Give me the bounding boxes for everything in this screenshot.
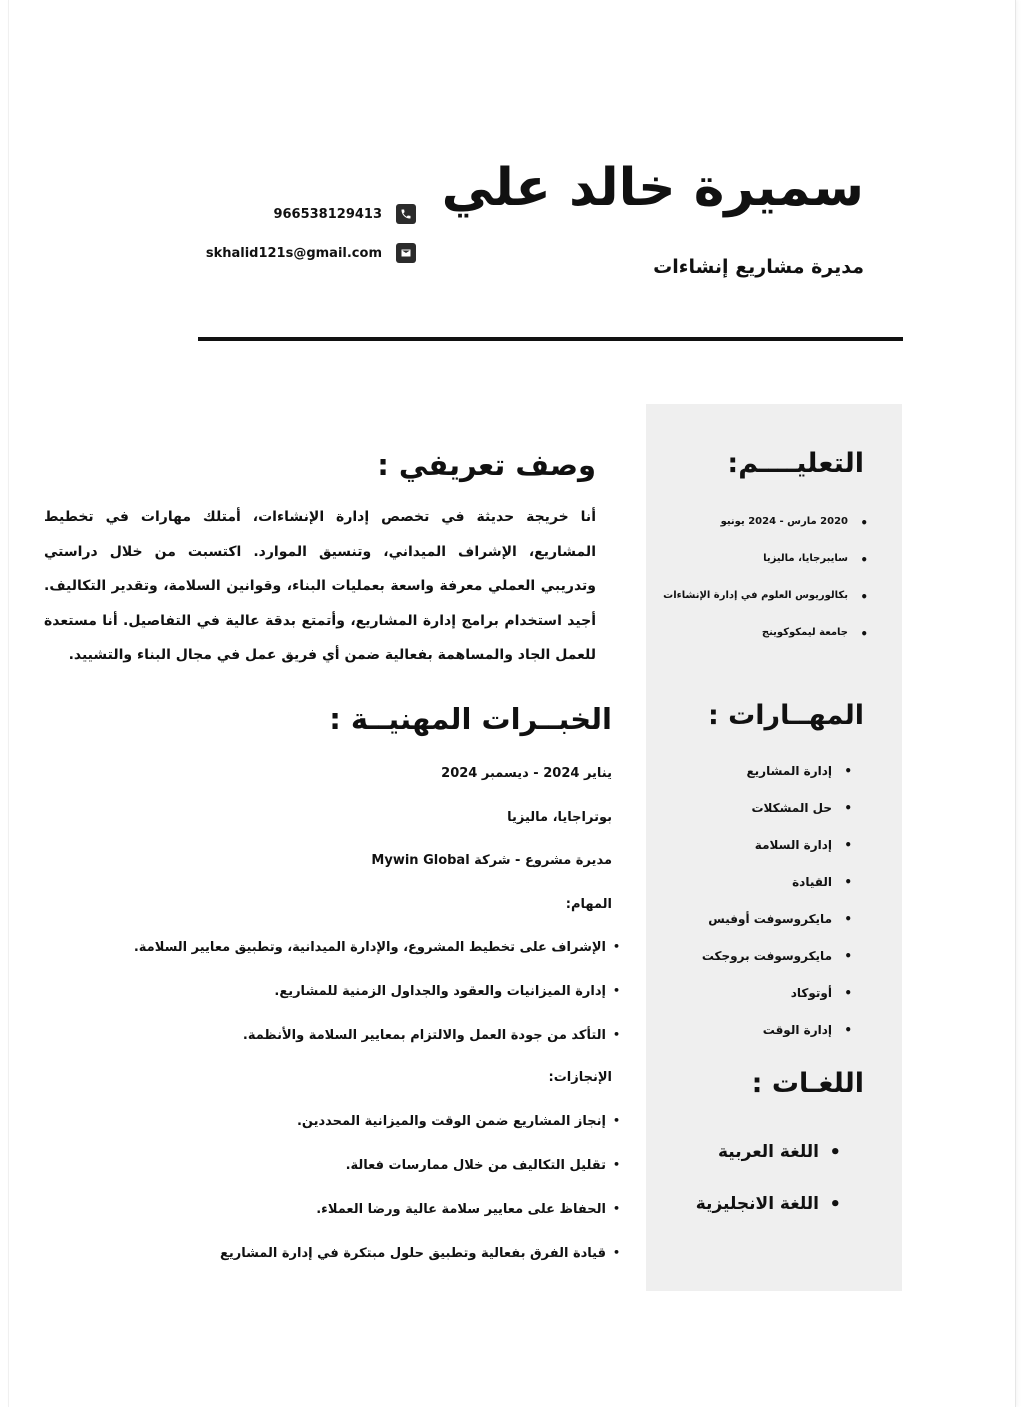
list-item: • اللغة الانجليزية xyxy=(696,1194,819,1246)
list-item: • قيادة الفرق بفعالية وتطبيق حلول مبتكرة في إدارة المشاريع xyxy=(220,1246,606,1290)
list-item: • الإشراف على تخطيط المشروع، والإدارة الميدانية، وتطبيق معايير السلامة. xyxy=(134,940,606,984)
education-list xyxy=(663,516,848,664)
mail-icon xyxy=(396,243,416,263)
list-item: • جامعة ليمكوكوينج xyxy=(663,627,848,664)
contact-phone xyxy=(273,204,416,224)
list-item: • 2020 مارس - 2024 يونيو xyxy=(663,516,848,553)
tasks-list xyxy=(134,940,606,1072)
email-address: skhalid121s@gmail.com xyxy=(205,245,382,261)
list-item: • أوتوكاد xyxy=(702,986,832,1023)
phone-icon xyxy=(396,204,416,224)
list-item: • إنجاز المشاريع ضمن الوقت والميزانية المحددين. xyxy=(220,1114,606,1158)
experience-heading: الخبــرات المهنيــة : xyxy=(329,702,612,736)
summary-text: أنا خريجة حديثة في تخصص إدارة الإنشاءات، أمتلك مهارات في تخطيط المشاريع، الإشراف الميداني، وتنسيق الموارد. اكتسبت من خلال دراستي وتدريبي العملي معرفة واسعة بعمليات البناء، وقوانين السلامة، وتقدير التكاليف. أجيد استخدام برامج إدارة المشاريع، وأتمتع بدقة عالية في التفاصيل. أنا مستعدة للعمل الجاد والمساهمة بفعالية ضمن أي فريق عمل في مجال البناء والتشييد. xyxy=(44,509,596,663)
list-item: • الحفاظ على معايير سلامة عالية ورضا العملاء. xyxy=(220,1202,606,1246)
contact-email xyxy=(206,243,416,263)
summary-heading: وصف تعريفي : xyxy=(377,448,596,482)
education-heading: التعليــــم: xyxy=(727,448,864,479)
skills-list xyxy=(702,764,832,1060)
experience-location: بوتراجايا، ماليزيا xyxy=(507,810,612,825)
list-item: • إدارة السلامة xyxy=(702,838,832,875)
phone-number: 966538129413 xyxy=(273,206,382,222)
list-item: • التأكد من جودة العمل والالتزام بمعايير السلامة والأنظمة. xyxy=(134,1028,606,1072)
list-item: • تقليل التكاليف من خلال ممارسات فعالة. xyxy=(220,1158,606,1202)
languages-list xyxy=(696,1142,819,1246)
list-item: • إدارة الميزانيات والعقود والجداول الزمنية للمشاريع. xyxy=(134,984,606,1028)
list-item: • مايكروسوفت بروجكت xyxy=(702,949,832,986)
list-item: • إدارة المشاريع xyxy=(702,764,832,801)
list-item: • القيادة xyxy=(702,875,832,912)
achievements-list xyxy=(220,1114,606,1290)
list-item: • إدارة الوقت xyxy=(702,1023,832,1060)
candidate-name: سميرة خالد علي xyxy=(441,158,864,218)
list-item: • اللغة العربية xyxy=(696,1142,819,1194)
experience-period: يناير 2024 - ديسمبر 2024 xyxy=(441,766,612,781)
skills-heading: المهــارات : xyxy=(707,700,864,731)
tasks-heading: المهام: xyxy=(565,897,612,912)
header-divider xyxy=(198,337,903,341)
list-item: • سايبرجايا، ماليزيا xyxy=(663,553,848,590)
experience-position: مديرة مشروع - شركة Mywin Global xyxy=(371,853,612,868)
list-item: • بكالوريوس العلوم في إدارة الإنشاءات xyxy=(663,590,848,627)
list-item: • مايكروسوفت أوفيس xyxy=(702,912,832,949)
languages-heading: اللغـات : xyxy=(751,1068,864,1099)
job-title: مديرة مشاريع إنشاءات xyxy=(653,256,864,278)
achievements-heading: الإنجازات: xyxy=(548,1070,612,1085)
list-item: • حل المشكلات xyxy=(702,801,832,838)
